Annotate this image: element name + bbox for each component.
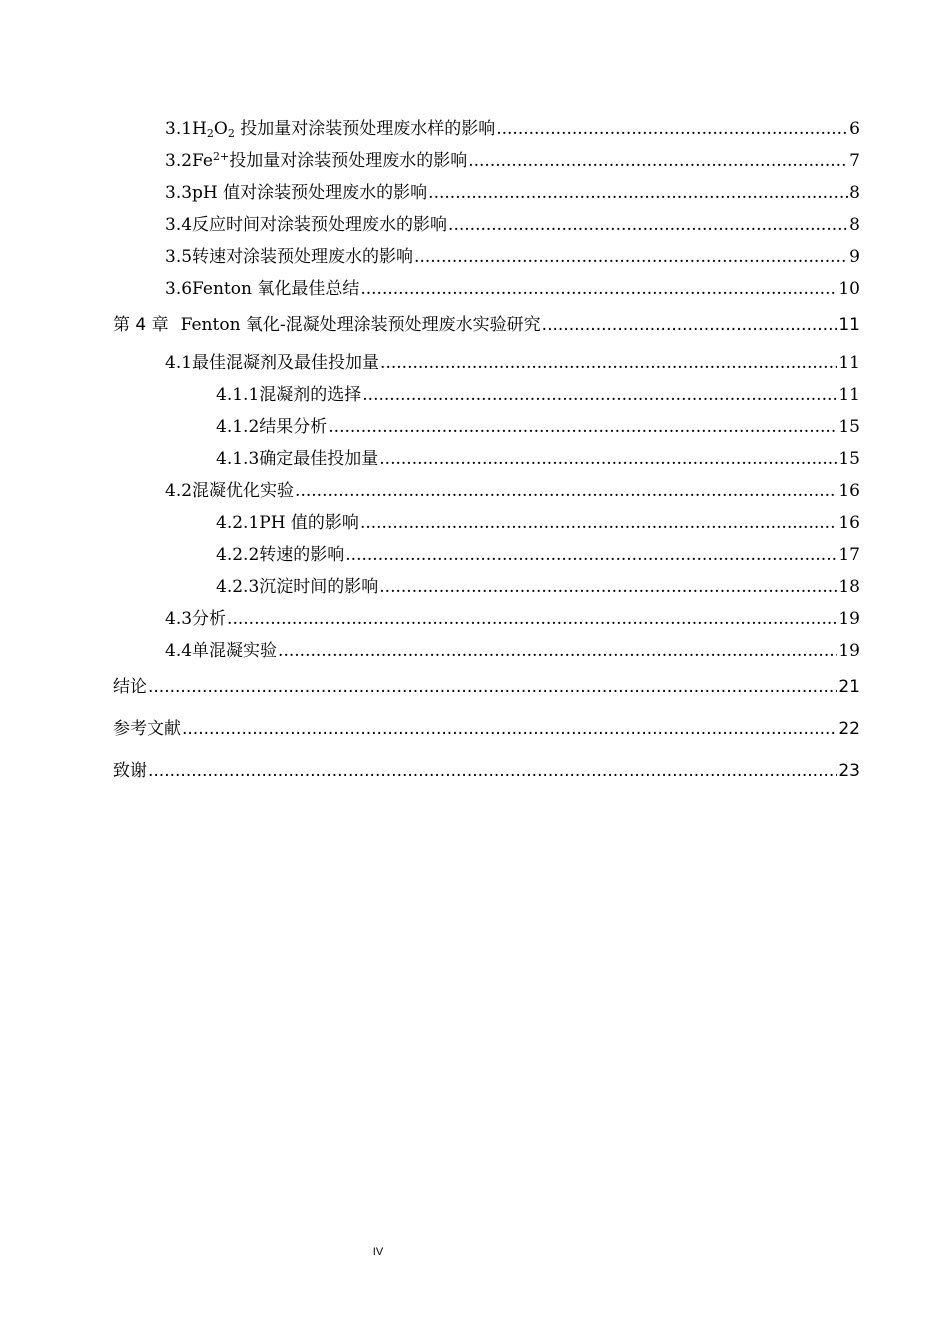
toc-entry-title: 转速的影响 (259, 545, 345, 565)
leader-dots (148, 670, 837, 704)
toc-entry-page: 19 (838, 609, 860, 629)
leader-dots (345, 542, 837, 568)
toc-entry-page: 17 (838, 545, 860, 565)
toc-entry-number: 4.1 (165, 353, 193, 373)
toc-entry-number: 3.5 (165, 247, 193, 267)
toc-entry-4-1[interactable] (113, 350, 860, 382)
toc-entry-page: 23 (838, 761, 860, 781)
page-number-footer: IV (372, 1246, 384, 1258)
toc-entry-title: 确定最佳投加量 (259, 449, 379, 469)
toc-entry-number: 3.2 (165, 151, 193, 171)
toc-entry-4-2[interactable] (113, 478, 860, 510)
leader-dots (295, 478, 837, 504)
toc-entry-page: 8 (849, 215, 860, 235)
toc-entry-title: 分析 (192, 609, 227, 629)
toc-entry-page: 9 (849, 247, 860, 267)
toc-entry-number: 4.4 (165, 641, 193, 661)
table-of-contents (113, 116, 860, 796)
toc-entry-page: 11 (838, 385, 860, 405)
toc-entry-number: 4.1.3 (216, 449, 260, 469)
toc-entry-title: 参考文献 (113, 719, 181, 739)
toc-entry-page: 16 (838, 481, 860, 501)
toc-entry-acknowledgements[interactable] (113, 754, 860, 796)
toc-entry-number: 4.2.3 (216, 577, 260, 597)
toc-entry-page: 15 (838, 449, 860, 469)
toc-entry-title: 转速对涂装预处理废水的影响 (192, 247, 414, 267)
toc-entry-title: 致谢 (113, 761, 147, 781)
leader-dots (379, 446, 837, 472)
toc-entry-3-3[interactable] (113, 180, 860, 212)
toc-entry-page: 11 (838, 315, 860, 335)
toc-entry-page: 8 (849, 183, 860, 203)
toc-entry-4-4[interactable] (113, 638, 860, 670)
toc-entry-title: pH 值对涂装预处理废水的影响 (192, 183, 428, 203)
toc-entry-number: 4.1.1 (216, 385, 260, 405)
toc-entry-3-1[interactable] (113, 116, 860, 148)
toc-entry-page: 22 (838, 719, 860, 739)
toc-entry-4-1-2[interactable] (113, 414, 860, 446)
toc-entry-number: 第 4 章 (113, 315, 169, 335)
toc-entry-title: 反应时间对涂装预处理废水的影响 (192, 215, 448, 235)
toc-entry-title: Fenton 氧化-混凝处理涂装预处理废水实验研究 (180, 315, 541, 335)
toc-entry-4-1-3[interactable] (113, 446, 860, 478)
toc-entry-title: 结果分析 (259, 417, 328, 437)
toc-entry-3-6[interactable] (113, 276, 860, 308)
toc-entry-conclusion[interactable] (113, 670, 860, 712)
toc-entry-number: 4.2 (165, 481, 193, 501)
leader-dots (379, 574, 837, 600)
toc-entry-4-2-3[interactable] (113, 574, 860, 606)
toc-entry-page: 6 (849, 119, 860, 139)
toc-entry-title: PH 值的影响 (259, 513, 359, 533)
toc-entry-page: 19 (838, 641, 860, 661)
toc-entry-title: 沉淀时间的影响 (259, 577, 379, 597)
toc-entry-number: 4.3 (165, 609, 193, 629)
leader-dots (542, 308, 838, 342)
toc-entry-page: 16 (838, 513, 860, 533)
toc-entry-title: 混凝剂的选择 (259, 385, 362, 405)
leader-dots (360, 276, 837, 302)
leader-dots (328, 414, 837, 440)
leader-dots (227, 606, 837, 632)
leader-dots (362, 382, 837, 408)
toc-entry-number: 3.4 (165, 215, 193, 235)
toc-entry-title: 单混凝实验 (192, 641, 278, 661)
toc-entry-title: 最佳混凝剂及最佳投加量 (192, 353, 380, 373)
toc-entry-page: 7 (849, 151, 860, 171)
toc-entry-page: 21 (838, 677, 860, 697)
toc-entry-references[interactable] (113, 712, 860, 754)
toc-entry-title: $H_2O_2$ 投加量对涂装预处理废水样的影响 (192, 119, 496, 140)
leader-dots (448, 212, 848, 238)
leader-dots (278, 638, 837, 664)
toc-entry-page: 15 (838, 417, 860, 437)
toc-entry-title: Fenton 氧化最佳总结 (192, 279, 360, 299)
leader-dots (360, 510, 837, 536)
toc-entry-number: 3.1 (165, 119, 193, 139)
leader-dots (414, 244, 848, 270)
toc-entry-title: 结论 (113, 677, 147, 697)
toc-entry-chapter-4[interactable] (113, 308, 860, 350)
toc-entry-4-1-1[interactable] (113, 382, 860, 414)
toc-entry-4-2-1[interactable] (113, 510, 860, 542)
toc-entry-3-5[interactable] (113, 244, 860, 276)
toc-entry-number: 4.1.2 (216, 417, 260, 437)
leader-dots (182, 712, 837, 746)
toc-entry-4-3[interactable] (113, 606, 860, 638)
leader-dots (468, 148, 848, 174)
toc-entry-page: 11 (838, 353, 860, 373)
toc-entry-title: 混凝优化实验 (192, 481, 295, 501)
leader-dots (148, 754, 837, 788)
toc-entry-number: 4.2.1 (216, 513, 260, 533)
leader-dots (428, 180, 848, 206)
toc-entry-number: 4.2.2 (216, 545, 260, 565)
leader-dots (380, 350, 837, 376)
toc-entry-4-2-2[interactable] (113, 542, 860, 574)
toc-entry-number: 3.3 (165, 183, 193, 203)
toc-entry-3-2[interactable] (113, 148, 860, 180)
toc-entry-title: $Fe^{2+}$投加量对涂装预处理废水的影响 (192, 150, 468, 171)
leader-dots (496, 116, 848, 142)
toc-entry-page: 10 (838, 279, 860, 299)
toc-entry-3-4[interactable] (113, 212, 860, 244)
toc-entry-number: 3.6 (165, 279, 193, 299)
toc-entry-page: 18 (838, 577, 860, 597)
